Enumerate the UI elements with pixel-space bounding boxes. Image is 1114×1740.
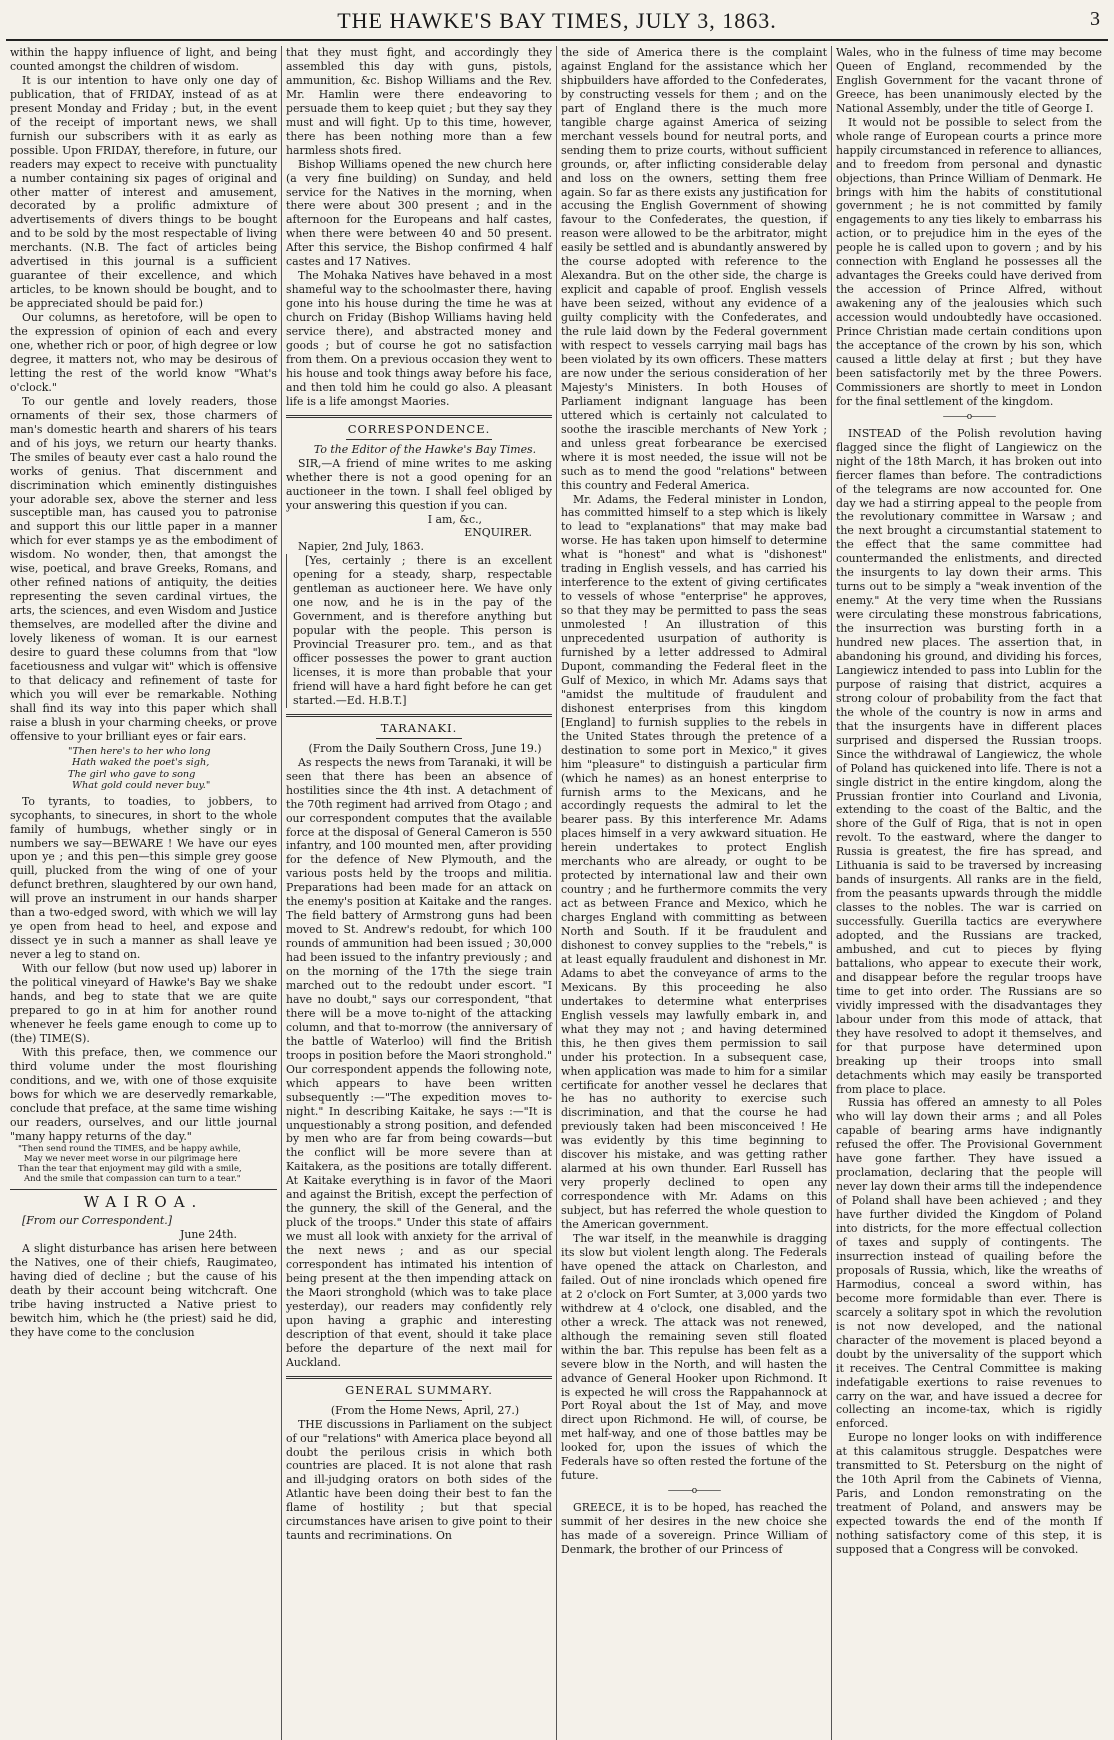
letter-closing: I am, &c., <box>427 512 482 526</box>
section-heading-general-summary: GENERAL SUMMARY. <box>345 1382 493 1397</box>
source-line: (From the Daily Southern Cross, June 19.) <box>308 741 542 755</box>
dateline: June 24th. <box>179 1228 237 1242</box>
paragraph: THE discussions in Parliament on the subject of our "relations" with America place beyond all doubt the perilous crisis in which both countries are placed. It is not alone that rash and ill-judging orators on both sides of the Atlantic have been doing their best to fan the flame of hostility ; but that special circumstances have arisen to give point to their taunts and recriminations. On <box>286 1417 552 1543</box>
section-heading-taranaki: TARANAKI. <box>380 720 458 735</box>
poem-line: "Then here's to her who long <box>68 745 211 757</box>
letter-address: To the Editor of the Hawke's Bay Times. <box>313 442 537 456</box>
paragraph: It is our intention to have only one day of publication, that of FRIDAY, instead of as at present Monday and Friday ; but, in the event of the receipt of important news, we shall furnish our subscribers with it as early as possible. Upon FRIDAY, therefore, in future, our readers may expect to receive with punctuality a number containing six pages of original and other matter of interest and amusement, decorated by a prolific admixture of advertisements of divers things to be bought and to be sold by the most respectable of living merchants. (N.B. The fact of articles being advertised in this journal is a sufficient guarantee of their excellence, and which articles, to be known should be bought, and to be appreciated should be paid for.) <box>10 73 277 311</box>
verse-line: Than the tear that enjoyment may gild with a smile, <box>18 1164 242 1175</box>
masthead-rule <box>6 39 1108 41</box>
section-rule <box>286 1376 552 1379</box>
paragraph: Europe no longer looks on with indifference at this calamitous struggle. Despatches were transmitted to St. Petersburg on the night of the 10th April from the Cabinets of Vienna, Paris, and London remonstrating on the treatment of Poland, and answers may be expected towards the end of the month If nothing satisfactory come of this step, it is supposed that a Congress will be convoked. <box>836 1431 1102 1556</box>
newspaper-title: THE HAWKE'S BAY TIMES, JULY 3, 1863. <box>337 8 777 33</box>
paragraph: Russia has offered an amnesty to all Poles who will lay down their arms ; and all Poles capable of bearing arms have indignantly refused the offer. The Provisional Government have gone farther. They have issued a proclamation, declaring that the people will never lay down their arms till the independence of Poland shall have been achieved ; and they have further divided the Kingdom of Poland into districts, for the more effectual collection of taxes and supply of contingents. The insurrection instead of quailing before the proposals of Russia, which, like the wreaths of Harmodius, conceal a sword within, has become more formidable than ever. There is scarcely a solitary spot in which the revolution is not now developed, and the national character of the movement is placed beyond a doubt by the universality of the support which it receives. The Central Committee is making indefatigable exertions to raise revenues to carry on the war, and have issued a decree for collecting an income-tax, which is rigidly enforced. <box>836 1096 1102 1431</box>
paragraph: GREECE, it is to be hoped, has reached the summit of her desires in the new choice she has made of a sovereign. Prince William of Denmark, the brother of our Princess of <box>561 1501 827 1556</box>
paragraph: within the happy influence of light, and being counted amongst the children of wisdom. <box>10 46 277 73</box>
paragraph: Mr. Adams, the Federal minister in London, has committed himself to a step which is likely to lead to "explanations" that may make bad worse. He has taken upon himself to determine what is "honest" and what is "dishonest" trading in English vessels, and has carried his interference to the extent of giving certificates to vessels of whose "enterprise" he approves, so that they may be permitted to pass the seas unmolested ! An illustration of this unprecedented usurpation of authority is furnished by a letter addressed to Admiral Dupont, commanding the Federal fleet in the Gulf of Mexico, in which Mr. Adams says that "amidst the multitude of fraudulent and dishonest enterprises from this kingdom [England] to furnish supplies to the rebels in the United States through the pretence of a destination to some port in Mexico," it gives him "pleasure" to distinguish a particular firm (which he names) as an honest enterprise to furnish arms to the Mexicans, and he accordingly requests the admiral to let the bearer pass. By this interference Mr. Adams places himself in a very awkward situation. He herein undertakes to protect English merchants who are already, or ought to be protected by international law and their own country ; and he furthermore commits the very act as between France and Mexico, which he charges England with committing as between North and South. If it be fraudulent and dishonest to convey supplies to the "rebels," is at least equally fraudulent and dishonest in Mr. Adams to abet the conveyance of arms to the Mexicans. By this proceeding he also undertakes to determine what enterprises English vessels may lawfully embark in, and what they may not ; and having determined this, he then gives them permission to sail under his protection. In a subsequent case, when application was made to him for a similar certificate for another vessel he declares that he has no authority to exercise such discrimination, and that the course he had previously taken had been misconceived ! He was evidently by this time beginning to discover his mistake, and was getting rather alarmed at his own thunder. Earl Russell has very properly declined to open any correspondence with Mr. Adams on this subject, but has referred the whole question to the American government. <box>561 492 827 1232</box>
column-1 <box>6 46 281 1740</box>
letter-body: SIR,—A friend of mine writes to me asking whether there is not a good opening for an auctioneer in the town. I shall feel obliged by your answering this question if you can. <box>286 456 552 512</box>
paragraph: With our fellow (but now used up) laborer in the political vineyard of Hawke's Bay we shake hands, and beg to state that we are quite prepared to go in at him for another round whenever he feels game enough to come up to (the) TIME(S). <box>10 962 277 1045</box>
paragraph: Wales, who in the fulness of time may become Queen of England, recommended by the English Government for the vacant throne of Greece, has been unanimously elected by the National Assembly, under the title of George I. <box>836 46 1102 115</box>
column-3 <box>556 46 831 1740</box>
paragraph: It would not be possible to select from the whole range of European courts a prince more happily circumstanced in reference to alliances, and to freedom from personal and dynastic objections, than Prince William of Denmark. He brings with him the habits of constitutional government ; he is not committed by family engagements to any ties likely to embarrass his action, or to prejudice him in the eyes of the people he is called upon to govern ; and by his connection with England he possesses all the advantages the Greeks could have derived from the accession of Prince Alfred, without awakening any of the jealousies which such accession would undoubtedly have occasioned. Prince Christian made certain conditions upon the acceptance of the crown by his son, which caused a little delay at first ; but they have been satisfactorily met by the three Powers. Commissioners are shortly to meet in London for the final settlement of the kingdom. <box>836 115 1102 408</box>
section-heading-wairoa: WAIROA. <box>83 1193 204 1212</box>
paragraph: INSTEAD of the Polish revolution having flagged since the flight of Langiewicz on the night of the 18th March, it has broken out into fiercer flames than before. The contradictions of the telegrams are now accounted for. One day we had a stirring appeal to the people from the revolutionary committee in Warsaw ; and the next brought a circumstantial statement to the effect that the same committee had countermanded the enlistments, and directed the insurgents to lay down their arms. This turns out to be simply a "weak invention of the enemy." At the very time when the Russians were circulating these monstrous fabrications, the insurrection was bursting forth in a hundred new places. The assertion that, in abandoning his ground, and dividing his forces, Langiewicz intended to pass into Lublin for the purpose of raising that district, acquires a strong colour of probability from the fact that the whole of the country is now in arms and that the insurgents have in different places surprised and dispersed the Russian troops. Since the withdrawal of Langiewicz, the whole of Poland has quickened into life. There is not a single district in the entire kingdom, along the Prussian frontier into Courland and Livonia, extending to the coast of the Baltic, and the shore of the Gulf of Riga, that is not in open revolt. To the eastward, where the danger to Russia is greatest, the fire has spread, and Lithuania is said to be traversed by increasing bands of insurgents. All ranks are in the field, from the peasants upwards through the middle classes to the nobles. The war is carried on successfully. Guerilla tactics are everywhere adopted, and the Russians are tracked, ambushed, and cut to pieces by flying battalions, who appear to execute their work, and disappear before the regular troops have time to get into order. The Russians are so vividly impressed with the disadvantages they labour under from this mode of attack, that they have resolved to adopt it themselves, and for that purpose have determined upon breaking up their troops into small detachments which may easily be transported from place to place. <box>836 426 1102 1096</box>
paragraph: that they must fight, and accordingly they assembled this day with guns, pistols, ammunition, &c. Bishop Williams and the Rev. Mr. Hamlin were there endeavoring to persuade them to keep quiet ; but they say they must and will fight. Up to this time, however, there has been nothing more than a few harmless shots fired. <box>286 46 552 157</box>
letter-signature: ENQUIRER. <box>464 526 532 540</box>
verse-line: And the smile that compassion can turn to a tear." <box>24 1174 241 1185</box>
paragraph: Bishop Williams opened the new church here (a very fine building) on Sunday, and held service for the Natives in the morning, when there were about 300 present ; and in the afternoon for the Europeans and half castes, when there were between 40 and 50 present. After this service, the Bishop confirmed 4 half castes and 17 Natives. <box>286 157 552 269</box>
verse-line: May we never meet worse in our pilgrimage here <box>24 1154 238 1165</box>
section-rule <box>286 415 552 418</box>
section-rule <box>10 1189 277 1190</box>
section-rule <box>286 714 552 717</box>
paragraph: The Mohaka Natives have behaved in a most shameful way to the schoolmaster there, having gone into his house during the time he was at church on Friday (Bishop Williams having held service there), and abstracted money and goods ; but of course he got no satisfaction from them. On a previous occasion they went to his house and took things away before his face, and then told him he could go also. A pleasant life is a life amongst Maories. <box>286 269 552 408</box>
section-rule <box>376 1400 462 1401</box>
section-divider: ———o——— <box>942 411 996 422</box>
page-number: 3 <box>1090 8 1100 30</box>
editor-reply: [Yes, certainly ; there is an excellent opening for a steady, sharp, respectable gentleman as auctioneer here. We have only one now, and he is in the pay of the Government, and is therefore anything but popular with the people. This person is Provincial Treasurer pro. tem., and as that officer possesses the power to grant auction licenses, it is more than probable that your friend will have a hard fight before he can get started.—Ed. H.B.T.] <box>286 554 552 707</box>
section-heading-correspondence: CORRESPONDENCE. <box>347 421 491 436</box>
paragraph: the side of America there is the complaint against England for the assistance which her shipbuilders have afforded to the Confederates, by constructing vessels for them ; and on the part of England there is the much more tangible charge against America of seizing merchant vessels bound for neutral ports, and sending them to prize courts, without sufficient grounds, or, after inflicting considerable delay and loss on the owners, setting them free again. So far as there exists any justification for accusing the English Government of showing favour to the Confederates, the question, if reason were allowed to be the arbitrator, might easily be settled and is abundantly answered by the course adopted with reference to the Alexandra. But on the other side, the charge is explicit and capable of proof. English vessels have been seized, without any evidence of a guilty complicity with the Confederates, and the rule laid down by the Federal government with respect to vessels carrying mail bags has been violated by its own officers. These matters are now under the serious consideration of her Majesty's Ministers. In both Houses of Parliament indignant language has been uttered which is certainly not calculated to soothe the irascible merchants of New York ; and unless great forbearance be exercised where it is most needed, the issue will not be such as to mend the good "relations" between this country and Federal America. <box>561 46 827 492</box>
section-rule <box>346 439 492 440</box>
masthead <box>0 0 1114 40</box>
paragraph: The war itself, in the meanwhile is dragging its slow but violent length along. The Federals have opened the attack on Charleston, and failed. Out of nine ironclads which opened fire at 2 o'clock on Fort Sumter, at 3,000 yards two withdrew at 4 o'clock, one disabled, and the other a wreck. The attack was not renewed, although the remaining seven still floated within the bar. This repulse has been felt as a severe blow in the North, and will hasten the advance of General Hooker upon Richmond. It is expected he will cross the Rappahannock at Port Royal about the 1st of May, and move direct upon Richmond. He will, of course, be met half-way, and one of those battles may be looked for, upon the issues of which the Federals have so often rested the fortune of the future. <box>561 1232 827 1483</box>
columns <box>6 46 1108 1740</box>
paragraph: To our gentle and lovely readers, those ornaments of their sex, those charmers of man's domestic hearth and sharers of his tears and of his joys, we return our hearty thanks. The smiles of beauty ever cast a halo round the works of genius. That discernment and discrimination which eminently distinguishes your adorable sex, above the sterner and less susceptible man, has caused you to patronise and support this our little paper in a manner which for ever stamps ye as the embodiment of wisdom. No wonder, then, that amongst the wise, poetical, and brave Greeks, Romans, and other refined nations of antiquity, the deities representing the seven cardinal virtues, the arts, the sciences, and even Wisdom and Justice themselves, are modelled after the divine and lovely likeness of woman. It is our earnest desire to guard these columns from that "low facetiousness and vulgar wit" which is offensive to that delicacy and refinement of taste for which you will ever be remarkable. Nothing shall find its way into this paper which shall raise a blush in your charming cheeks, or prove offensive to your brilliant eyes or fair ears. <box>10 394 277 743</box>
section-divider: ———o——— <box>667 1486 721 1497</box>
source-line: (From the Home News, April, 27.) <box>330 1403 520 1417</box>
poem-line: The girl who gave to song <box>68 768 196 780</box>
poem-line: What gold could never buy." <box>72 780 211 792</box>
poem-quote <box>68 746 277 792</box>
column-2 <box>281 46 556 1740</box>
verse-line: "Then send round the TIMES, and be happy awhile, <box>18 1144 241 1155</box>
paragraph: To tyrants, to toadies, to jobbers, to sycophants, to sinecures, in short to the whole family of humbugs, whether singly or in numbers we say—BEWARE ! We have our eyes upon ye ; and this pen—this simple grey goose quill, plucked from the wing of one of your defunct brethren, slaughtered by our own hand, will prove an instrument in our hands sharper than a two-edged sword, with which we will lay ye open from head to heel, and expose and dissect ye in such a manner as shall leave ye never a leg to stand on. <box>10 794 277 962</box>
poem-line: Hath waked the poet's sigh, <box>72 757 210 769</box>
section-rule <box>376 738 462 739</box>
paragraph: With this preface, then, we commence our third volume under the most flourishing conditions, and we, with one of those exquisite bows for which we are deservedly remarkable, conclude that preface, at the same time wishing our readers, ourselves, and our little journal "many happy returns of the day." <box>10 1045 277 1143</box>
paragraph: A slight disturbance has arisen here between the Natives, one of their chiefs, Raugimateo, having died of decline ; but the cause of his death by their account being witchcraft. One tribe having instructed a Native priest to bewitch him, which he (the priest) said he did, they have come to the conclusion <box>10 1242 277 1340</box>
byline: [From our Correspondent.] <box>22 1214 172 1228</box>
column-4 <box>831 46 1106 1740</box>
paragraph: Our columns, as heretofore, will be open to the expression of opinion of each and every one, whether rich or poor, of high degree or low degree, it matters not, who may be desirous of letting the rest of the world know "What's o'clock." <box>10 311 277 394</box>
paragraph: As respects the news from Taranaki, it will be seen that there has been an absence of hostilities since the 4th inst. A detachment of the 70th regiment had arrived from Otago ; and our correspondent computes that the available force at the disposal of General Cameron is 550 infantry, and 100 mounted men, after providing for the defence of New Plymouth, and the various posts held by the troops and militia. Preparations had been made for an attack on the enemy's position at Kaitake and the ranges. The field battery of Armstrong guns had been moved to St. Andrew's redoubt, for which 100 rounds of ammunition had been issued ; 30,000 had been issued to the infantry previously ; and on the morning of the 17th the siege train marched out to the redoubt under escort. "I have no doubt," says our correspondent, "that there will be a move to-night of the attacking column, and that to-morrow (the anniversary of the battle of Waterloo) will find the British troops in position before the Maori stronghold." Our correspondent appends the following note, which appears to have been written subsequently :—"The expedition moves to-night." In describing Kaitake, he says :—"It is unquestionably a strong position, and defended by men who are far from being cowards—but the conflict will be more severe than at Kaitakera, as the positions are totally different. At Kaitake everything is in favor of the Maori and against the British, except the perfection of the gunnery, the skill of the General, and the pluck of the troops." Under this state of affairs we must all look with anxiety for the arrival of the next news ; and as our special correspondent has intimated his intention of being present at the then impending attack on the Maori stronghold (which was to take place yesterday), our readers may confidently rely upon having a graphic and interesting description of that event, should it take place before the departure of the next mail for Auckland. <box>286 755 552 1369</box>
verse-quote <box>18 1144 277 1184</box>
letter-date: Napier, 2nd July, 1863. <box>298 540 424 554</box>
